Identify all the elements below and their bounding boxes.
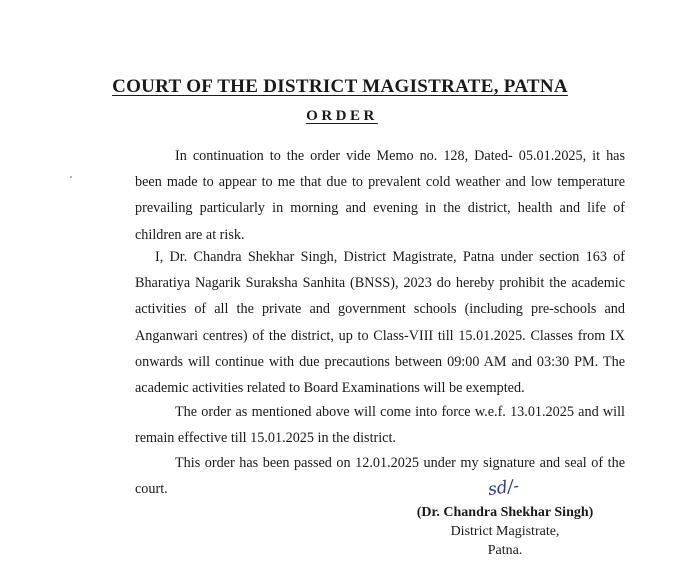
signatory-designation: District Magistrate, — [450, 524, 560, 539]
signatory-place: Patna. — [487, 543, 523, 558]
court-title: COURT OF THE DISTRICT MAGISTRATE, PATNA — [112, 76, 568, 97]
paragraph-continuation: In continuation to the order vide Memo no. 128, Dated- 05.01.2025, it has been made to appear to me that due to prevalent cold weather and low temperature prevailing particularly in morning and evening in the district, health and life of children are at risk. — [135, 148, 625, 243]
order-heading: ORDER — [306, 108, 378, 124]
signature-block — [400, 503, 610, 560]
paragraph-effective-dates: The order as mentioned above will come into force w.e.f. 13.01.2025 and will remain effective till 15.01.2025 in the district. — [135, 404, 625, 447]
paragraph-passed-on: This order has been passed on 12.01.2025 under my signature and seal of the court. — [135, 455, 625, 498]
signatory-name: (Dr. Chandra Shekhar Singh) — [416, 505, 594, 520]
handwritten-signature-mark: sd/- — [486, 475, 521, 501]
paragraph-prohibition: I, Dr. Chandra Shekhar Singh, District Magistrate, Patna under section 163 of Bharatiya Nagarik Suraksha Sanhita (BNSS), 2023 do hereby prohibit the academic activities of all the private and government schools (including pre-schools and Anganwari centres) of the district, up to Class-VIII till 15.01.2025. Classes from IX onwards will continue with due precautions between 09:00 AM and 03:30 PM. The academic activities related to Board Examinations will be exempted. — [135, 249, 625, 397]
scan-speck — [70, 176, 72, 178]
